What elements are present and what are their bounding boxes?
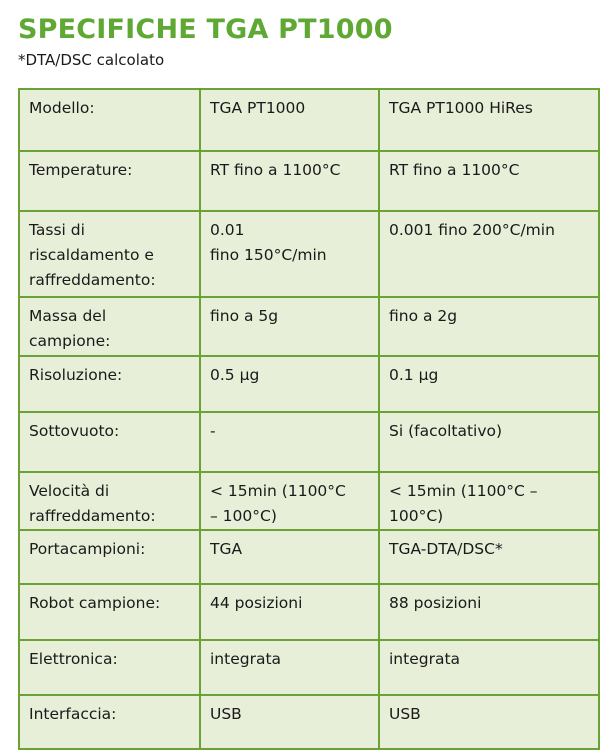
hires-value: USB bbox=[379, 695, 599, 749]
hires-value: 0.1 µg bbox=[379, 356, 599, 412]
row-label: Risoluzione: bbox=[19, 356, 200, 412]
hires-value: < 15min (1100°C – 100°C) bbox=[379, 472, 599, 530]
standard-value: - bbox=[200, 412, 379, 472]
hires-value: integrata bbox=[379, 640, 599, 695]
hires-value: 88 posizioni bbox=[379, 584, 599, 640]
row-label: Interfaccia: bbox=[19, 695, 200, 749]
standard-value: 0.5 µg bbox=[200, 356, 379, 412]
hires-value: TGA-DTA/DSC* bbox=[379, 530, 599, 584]
row-label: Sottovuoto: bbox=[19, 412, 200, 472]
standard-value: 0.01 fino 150°C/min bbox=[200, 211, 379, 297]
standard-value: 44 posizioni bbox=[200, 584, 379, 640]
row-label: Robot campione: bbox=[19, 584, 200, 640]
standard-value: fino a 5g bbox=[200, 297, 379, 356]
row-label: Temperature: bbox=[19, 151, 200, 211]
table-row bbox=[19, 297, 599, 356]
standard-value: < 15min (1100°C – 100°C) bbox=[200, 472, 379, 530]
hires-value: RT fino a 1100°C bbox=[379, 151, 599, 211]
standard-value: USB bbox=[200, 695, 379, 749]
hires-value: fino a 2g bbox=[379, 297, 599, 356]
row-label: Modello: bbox=[19, 89, 200, 151]
table-row bbox=[19, 472, 599, 530]
table-row bbox=[19, 89, 599, 151]
table-row bbox=[19, 356, 599, 412]
row-label: Massa del campione: bbox=[19, 297, 200, 356]
page-title: SPECIFICHE TGA PT1000 bbox=[18, 14, 393, 45]
hires-value: Si (facoltativo) bbox=[379, 412, 599, 472]
row-label: Velocità di raffreddamento: bbox=[19, 472, 200, 530]
standard-value: TGA PT1000 bbox=[200, 89, 379, 151]
standard-value: RT fino a 1100°C bbox=[200, 151, 379, 211]
table-row bbox=[19, 211, 599, 297]
row-label: Tassi di riscaldamento e raffreddamento: bbox=[19, 211, 200, 297]
table-row bbox=[19, 640, 599, 695]
standard-value: TGA bbox=[200, 530, 379, 584]
row-label: Portacampioni: bbox=[19, 530, 200, 584]
table-row bbox=[19, 151, 599, 211]
row-label: Elettronica: bbox=[19, 640, 200, 695]
page-subtitle: *DTA/DSC calcolato bbox=[18, 51, 165, 69]
table-row bbox=[19, 412, 599, 472]
table-row bbox=[19, 584, 599, 640]
standard-value: integrata bbox=[200, 640, 379, 695]
hires-value: 0.001 fino 200°C/min bbox=[379, 211, 599, 297]
specifications-table bbox=[18, 88, 600, 750]
table-row bbox=[19, 695, 599, 749]
hires-value: TGA PT1000 HiRes bbox=[379, 89, 599, 151]
table-row bbox=[19, 530, 599, 584]
